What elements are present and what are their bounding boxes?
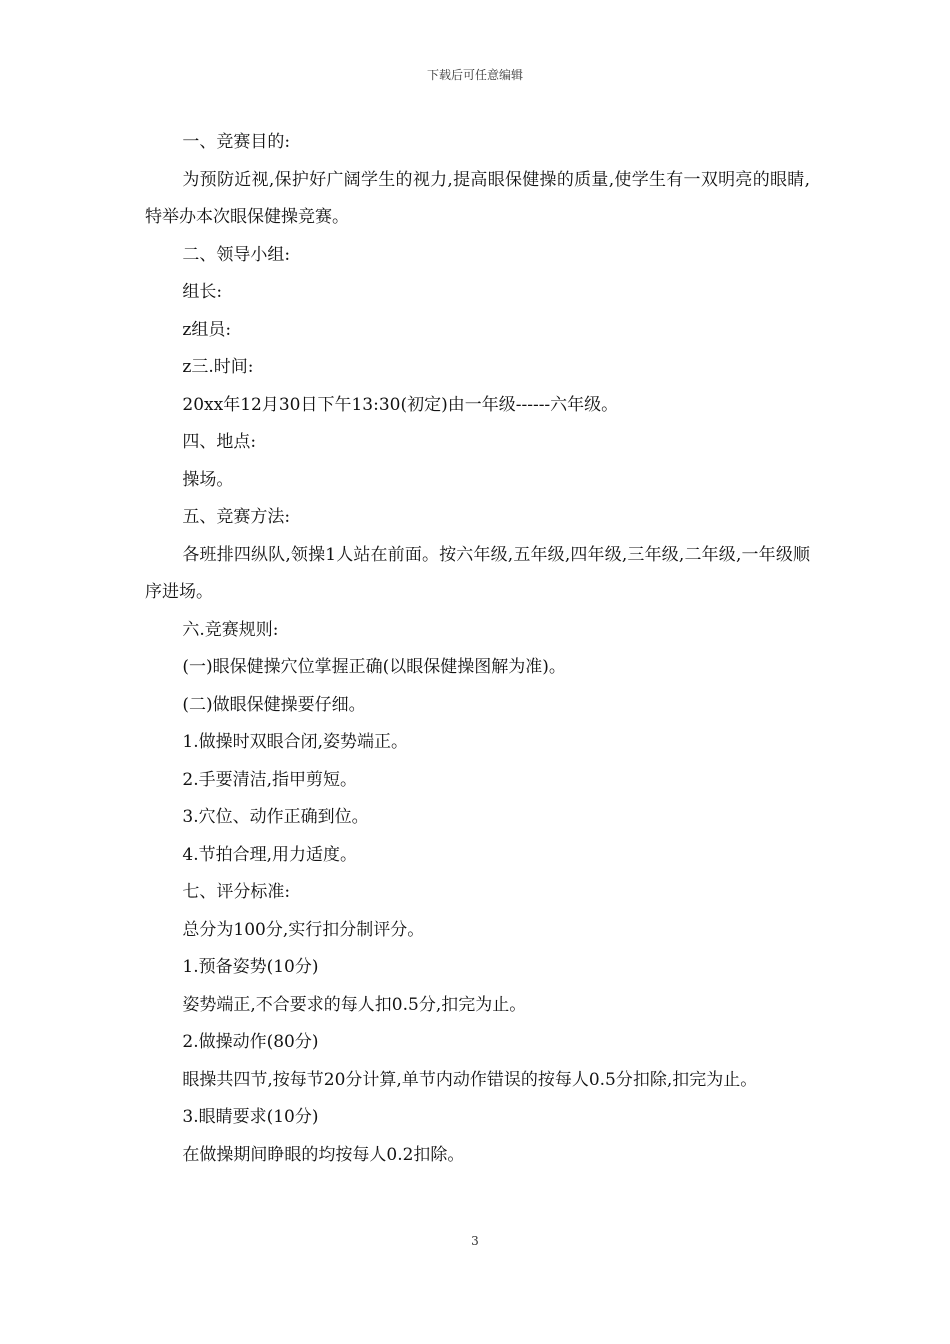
- page-number: 3: [471, 1234, 479, 1248]
- scoring-item-eyes: 3.眼睛要求(10分): [182, 1107, 319, 1127]
- section-heading-purpose: 一、竞赛目的:: [182, 132, 291, 152]
- section-heading-rules: 六.竞赛规则:: [182, 619, 279, 640]
- scoring-detail-eyes: 在做操期间睁眼的均按每人0.2扣除。: [182, 1144, 465, 1165]
- rule-item-2: (二)做眼保健操要仔细。: [182, 694, 366, 715]
- rule-subitem-2: 2.手要清洁,指甲剪短。: [182, 769, 358, 790]
- section-heading-location: 四、地点:: [182, 432, 257, 452]
- paragraph-total-score: 总分为100分,实行扣分制评分。: [182, 919, 425, 940]
- text-members: z组员:: [182, 319, 232, 340]
- rule-subitem-3: 3.穴位、动作正确到位。: [182, 807, 369, 827]
- document-body: [145, 124, 810, 1174]
- text-leader: 组长:: [182, 282, 223, 302]
- section-heading-leadership: 二、领导小组:: [182, 244, 291, 265]
- paragraph-method: 各班排四纵队,领操1人站在前面。按六年级,五年级,四年级,三年级,二年级,一年级顺序进场。: [145, 544, 810, 602]
- rule-subitem-1: 1.做操时双眼合闭,姿势端正。: [182, 732, 409, 752]
- page-header: 下载后可任意编辑: [426, 68, 523, 82]
- scoring-detail-posture: 姿势端正,不合要求的每人扣0.5分,扣完为止。: [182, 994, 527, 1015]
- scoring-item-movement: 2.做操动作(80分): [182, 1032, 319, 1052]
- section-heading-scoring: 七、评分标准:: [182, 882, 291, 902]
- scoring-detail-movement: 眼操共四节,按每节20分计算,单节内动作错误的按每人0.5分扣除,扣完为止。: [182, 1069, 758, 1090]
- section-heading-method: 五、竞赛方法:: [182, 507, 291, 527]
- paragraph-time: 20xx年12月30日下午13:30(初定)由一年级------六年级。: [182, 394, 619, 415]
- rule-subitem-4: 4.节拍合理,用力适度。: [182, 844, 358, 865]
- paragraph-location: 操场。: [182, 469, 234, 490]
- section-heading-time: z三.时间:: [182, 357, 254, 377]
- scoring-item-posture: 1.预备姿势(10分): [182, 957, 319, 977]
- paragraph-purpose: 为预防近视,保护好广阔学生的视力,提高眼保健操的质量,使学生有一双明亮的眼睛,特举办本次眼保健操竞赛。: [145, 169, 810, 227]
- rule-item-1: (一)眼保健操穴位掌握正确(以眼保健操图解为准)。: [182, 657, 566, 677]
